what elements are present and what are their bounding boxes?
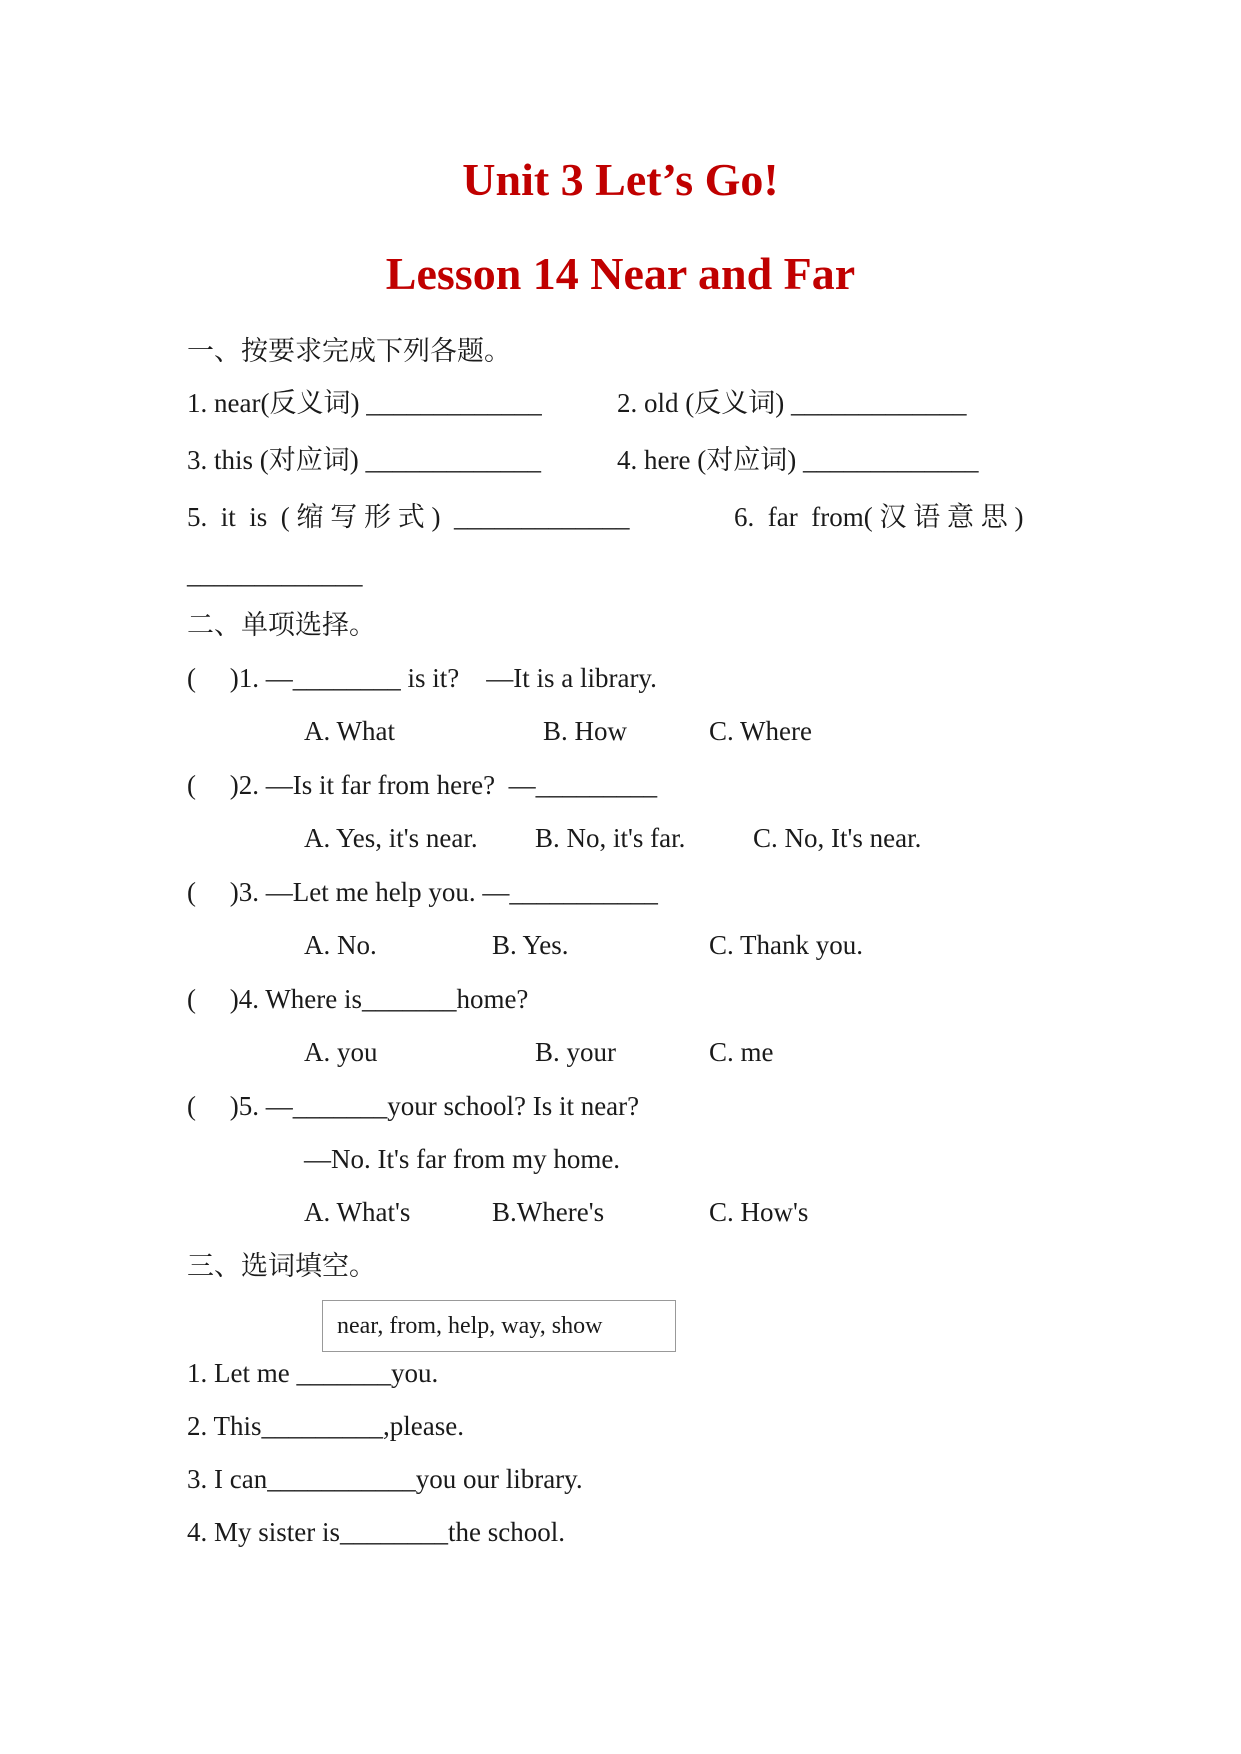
choice-5-option-a: A. What's: [304, 1197, 411, 1227]
fill-blank-1: 1. Let me _______you.: [187, 1358, 439, 1388]
unit-title: Unit 3 Let’s Go!: [462, 154, 779, 205]
section-1-question-4: 4. here (对应词) _____________: [617, 445, 979, 475]
choice-question-2: ( )2. —Is it far from here? —_________: [187, 770, 658, 800]
choice-5-option-c: C. How's: [709, 1197, 809, 1227]
section-1-question-1: 1. near(反义词) _____________: [187, 388, 542, 418]
choice-question-5-reply: —No. It's far from my home.: [304, 1144, 621, 1174]
choice-2-option-b: B. No, it's far.: [535, 823, 686, 853]
lesson-title: Lesson 14 Near and Far: [385, 248, 856, 299]
section-2-heading: 二、单项选择。: [187, 610, 376, 640]
choice-3-option-b: B. Yes.: [492, 930, 569, 960]
choice-2-option-c: C. No, It's near.: [753, 823, 922, 853]
choice-question-3: ( )3. —Let me help you. —___________: [187, 877, 658, 907]
choice-question-5: ( )5. —_______your school? Is it near?: [187, 1091, 640, 1121]
fill-blank-3: 3. I can___________you our library.: [187, 1464, 583, 1494]
choice-question-4: ( )4. Where is_______home?: [187, 984, 529, 1014]
choice-3-option-a: A. No.: [304, 930, 377, 960]
fill-blank-4: 4. My sister is________the school.: [187, 1517, 565, 1547]
section-1-heading: 一、按要求完成下列各题。: [187, 336, 511, 366]
fill-blank-2: 2. This_________,please.: [187, 1411, 464, 1441]
choice-2-option-a: A. Yes, it's near.: [304, 823, 478, 853]
choice-5-option-b: B.Where's: [492, 1197, 605, 1227]
word-bank-text: near, from, help, way, show: [337, 1313, 603, 1339]
section-3-heading: 三、选词填空。: [187, 1251, 376, 1281]
choice-question-1: ( )1. —________ is it? —It is a library.: [187, 663, 657, 693]
section-1-question-6-blank: _____________: [187, 559, 363, 589]
section-1-question-2: 2. old (反义词) _____________: [617, 388, 967, 418]
choice-4-option-b: B. your: [535, 1037, 616, 1067]
section-1-question-3: 3. this (对应词) _____________: [187, 445, 541, 475]
section-1-question-5: 5. it is ( 缩 写 形 式 ) _____________: [187, 502, 630, 532]
choice-4-option-a: A. you: [304, 1037, 378, 1067]
choice-1-option-c: C. Where: [709, 716, 812, 746]
choice-3-option-c: C. Thank you.: [709, 930, 863, 960]
choice-1-option-b: B. How: [543, 716, 628, 746]
word-bank-box: [322, 1300, 676, 1352]
section-1-question-6: 6. far from( 汉 语 意 思 ): [734, 502, 1024, 532]
choice-4-option-c: C. me: [709, 1037, 774, 1067]
choice-1-option-a: A. What: [304, 716, 395, 746]
